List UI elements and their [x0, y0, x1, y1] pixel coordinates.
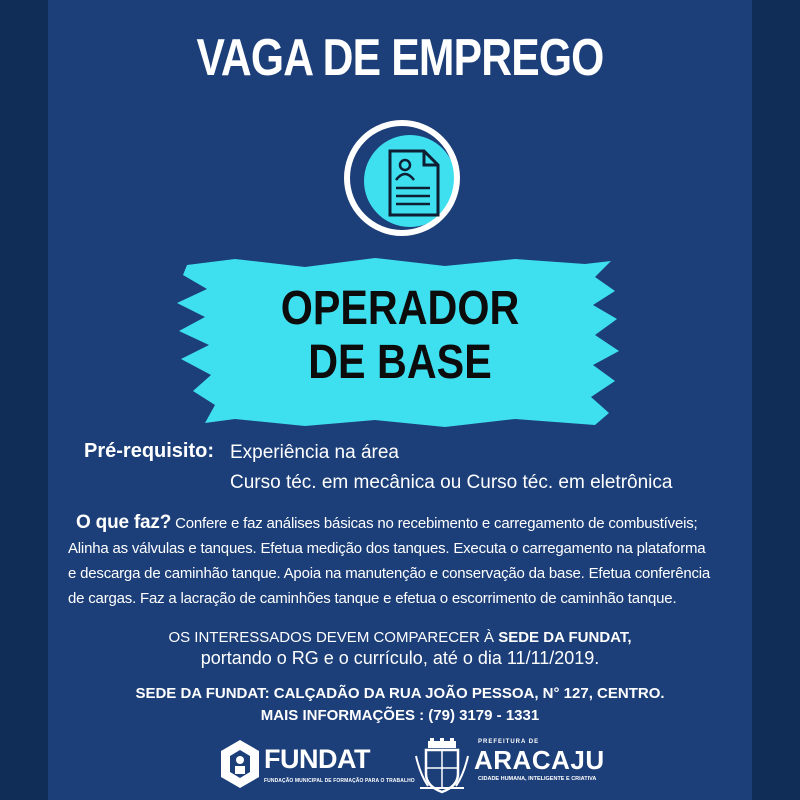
description-line: de cargas. Faz a lacração de caminhões tanque e efetua o escorrimento de caminhão tanque.	[68, 590, 677, 607]
application-notice	[0, 628, 800, 668]
job-title-line-2: DE BASE	[308, 336, 492, 389]
fundat-subtitle: FUNDAÇÃO MUNICIPAL DE FORMAÇÃO PARA O TRABALHO	[264, 778, 415, 784]
fundat-hexagon-icon	[218, 738, 262, 790]
sponsor-logos	[218, 738, 605, 794]
poster-headline: VAGA DE EMPREGO	[196, 29, 604, 87]
notice-line-1	[0, 628, 800, 648]
job-title-line-1: OPERADOR	[280, 282, 520, 335]
address-line: SEDE DA FUNDAT: CALÇADÃO DA RUA JOÃO PESSOA, N° 127, CENTRO.	[135, 685, 665, 702]
job-description	[68, 510, 738, 611]
description-line: e descarga de caminhão tanque. Apoia na manutenção e conservação da base. Efetua conferência	[68, 565, 711, 582]
contact-line: MAIS INFORMAÇÕES : (79) 3179 - 1331	[260, 707, 540, 724]
description-line: Alinha as válvulas e tanques. Efetua medição dos tanques. Executa o carregamento na plataforma	[68, 540, 706, 557]
description-line	[68, 510, 738, 536]
requirements-label: Pré-requisito:	[84, 440, 215, 462]
resume-document-icon	[330, 118, 480, 253]
city-coat-of-arms-icon	[414, 738, 470, 794]
requirement-item: Experiência na área	[230, 442, 399, 463]
aracaju-prefix: PREFEITURA DE	[478, 739, 540, 745]
address-block	[0, 683, 800, 727]
requirements-list	[230, 438, 672, 498]
notice-prefix: OS INTERESSADOS DEVEM COMPARECER À	[168, 629, 499, 646]
description-text: Confere e faz análises básicas no recebimento e carregamento de combustíveis;	[175, 515, 698, 532]
aracaju-tagline: CIDADE HUMANA, INTELIGENTE E CRIATIVA	[478, 776, 597, 782]
aracaju-logo	[414, 738, 604, 794]
fundat-name: FUNDAT	[264, 744, 370, 774]
requirement-item: Curso téc. em mecânica ou Curso téc. em eletrônica	[230, 472, 673, 493]
notice-bold: SEDE DA FUNDAT,	[498, 629, 632, 646]
description-label: O que faz?	[76, 512, 172, 533]
fundat-logo	[218, 738, 415, 794]
notice-line-2: portando o RG e o currículo, até o dia 11/11/2019.	[200, 648, 600, 668]
aracaju-name: ARACAJU	[474, 745, 605, 775]
job-title	[207, 282, 594, 390]
